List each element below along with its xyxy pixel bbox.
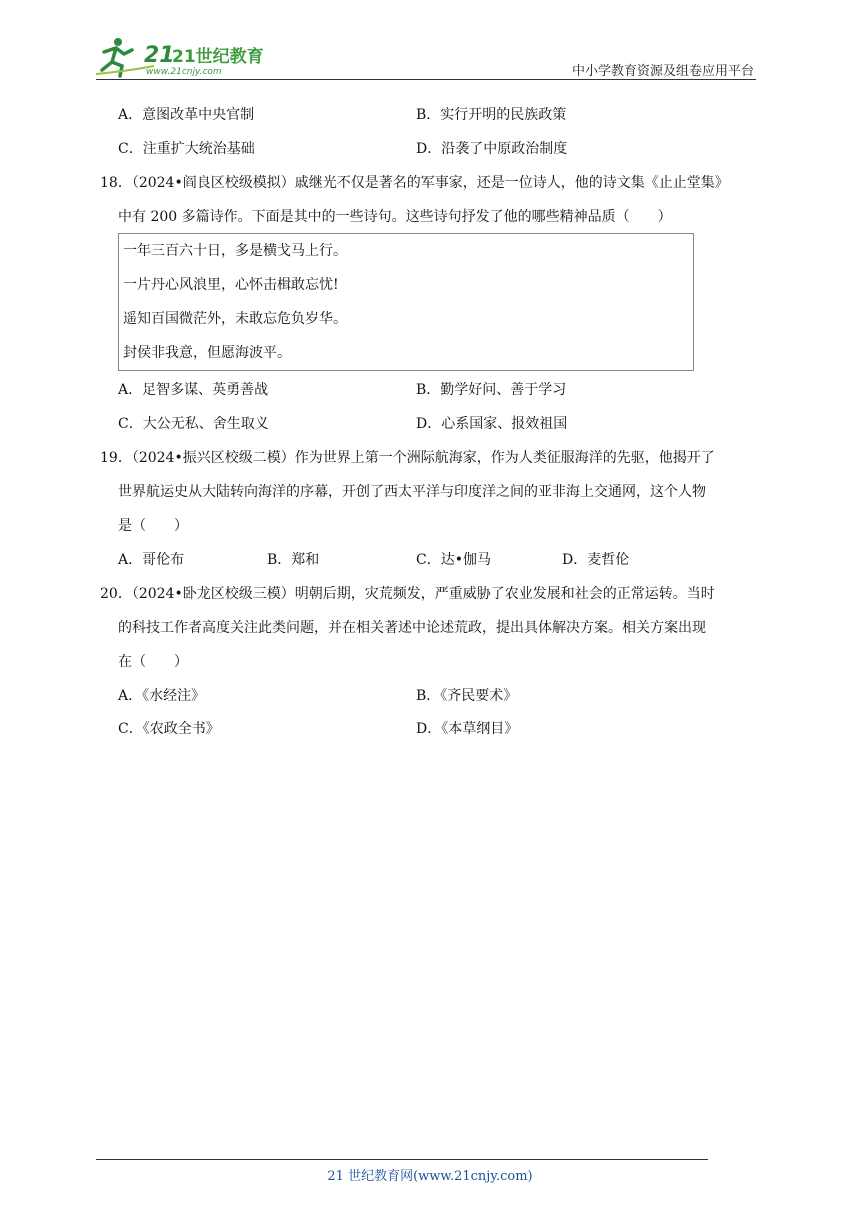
- svg-text:21: 21: [144, 43, 175, 68]
- q20-stem-line2: 的科技工作者高度关注此类问题，并在相关著述中论述荒政，提出具体解决方案。相关方案出现: [118, 620, 706, 636]
- platform-name: 中小学教育资源及组卷应用平台: [571, 64, 754, 79]
- poem-line-1: 一年三百六十日，多是横戈马上行。: [123, 243, 347, 259]
- q20-stem-line3: 在（ ）: [118, 654, 188, 670]
- svg-text:21世纪教育: 21世纪教育: [172, 47, 264, 67]
- q19-option-d: D．麦哲伦: [562, 552, 630, 568]
- q18-stem-line2: 中有 200 多篇诗作。下面是其中的一些诗句。这些诗句抒发了他的哪些精神品质（ ）: [118, 209, 672, 225]
- q19-stem-line3: 是（ ）: [118, 518, 188, 534]
- svg-text:www.21cnjy.com: www.21cnjy.com: [146, 67, 222, 77]
- q19-option-b: B．郑和: [267, 552, 320, 568]
- q18-poem-box: [118, 233, 694, 371]
- header-divider: [96, 79, 756, 80]
- q20-stem-line1: 20．（2024•卧龙区校级三模）明朝后期，灾荒频发，严重威胁了农业发展和社会的正常运转。当时: [100, 586, 715, 602]
- q18-option-c: C．大公无私、舍生取义: [118, 416, 269, 432]
- q20-option-c: C．《农政全书》: [118, 721, 220, 737]
- q18-option-d: D．心系国家、报效祖国: [416, 416, 568, 432]
- poem-line-2: 一片丹心风浪里，心怀击楫敢忘忧!: [123, 277, 339, 293]
- q18-stem-line1: 18．（2024•阎良区校级模拟）戚继光不仅是著名的军事家，还是一位诗人，他的诗文集《止止堂集》: [100, 175, 729, 191]
- q20-option-b: B．《齐民要术》: [416, 688, 518, 704]
- footer-link[interactable]: 21 世纪教育网(www.21cnjy.com): [327, 1169, 533, 1184]
- q17-option-a: A．意图改革中央官制: [118, 107, 255, 123]
- poem-line-4: 封侯非我意，但愿海波平。: [123, 345, 291, 361]
- q19-stem-line1: 19．（2024•振兴区校级二模）作为世界上第一个洲际航海家，作为人类征服海洋的先驱，他揭开了: [100, 450, 715, 466]
- q17-option-b: B．实行开明的民族政策: [416, 107, 567, 123]
- q19-option-a: A．哥伦布: [118, 552, 185, 568]
- q20-option-d: D．《本草纲目》: [416, 721, 519, 737]
- site-logo[interactable]: [94, 36, 264, 80]
- q18-option-b: B．勤学好问、善于学习: [416, 382, 567, 398]
- q19-option-c: C．达•伽马: [416, 552, 491, 568]
- q18-option-a: A．足智多谋、英勇善战: [118, 382, 269, 398]
- q17-option-d: D．沿袭了中原政治制度: [416, 141, 568, 157]
- runner-logo-icon: [94, 36, 264, 80]
- q19-stem-line2: 世界航运史从大陆转向海洋的序幕，开创了西太平洋与印度洋之间的亚非海上交通网，这个人物: [118, 484, 706, 500]
- q17-option-c: C．注重扩大统治基础: [118, 141, 255, 157]
- poem-line-3: 遥知百国微茫外，未敢忘危负岁华。: [123, 311, 347, 327]
- q20-option-a: A．《水经注》: [118, 688, 206, 704]
- footer-divider: [96, 1159, 708, 1160]
